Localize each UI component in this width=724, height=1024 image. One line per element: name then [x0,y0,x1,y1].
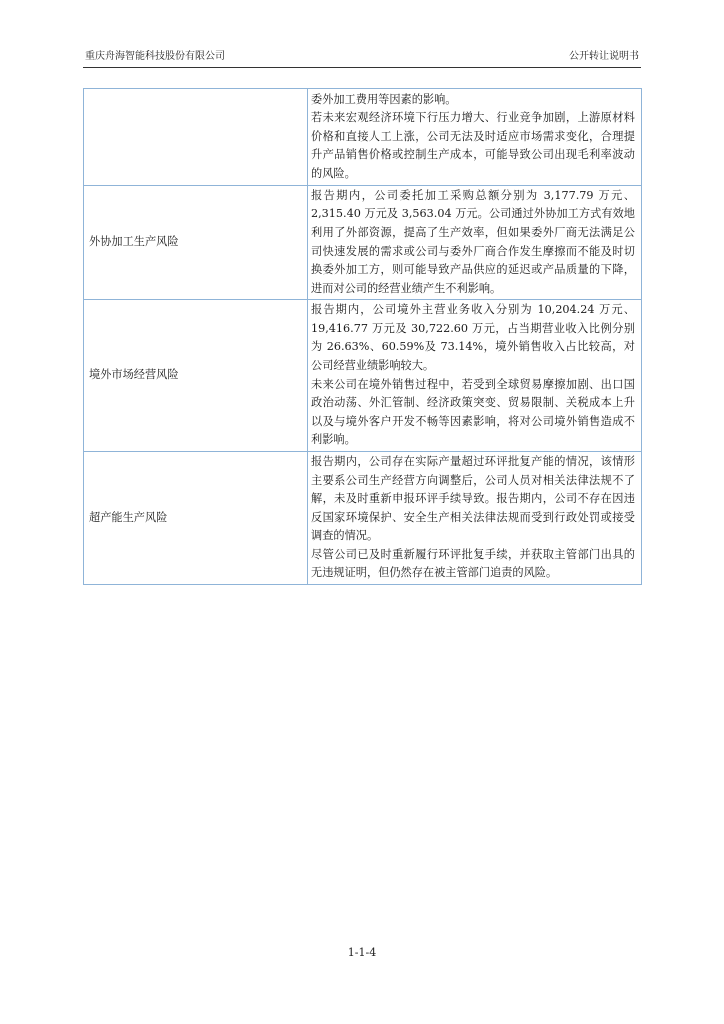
risk-description [308,300,642,452]
page-header [83,49,641,65]
risk-paragraph: 委外加工费用等因素的影响。 [311,92,457,106]
risk-paragraph: 报告期内，公司境外主营业务收入分别为 10,204.24 万元、19,416.77 万元及 30,722.60 万元，占当期营业收入比例分别为 26.63%、60.59%及 73.14%，境外销售收入占比较高，对公司经营业绩影响较大。 [311,303,635,372]
risk-name [84,89,308,186]
risk-paragraph: 未来公司在境外销售过程中，若受到全球贸易摩擦加剧、出口国政治动荡、外汇管制、经济政策突变、贸易限制、关税成本上升以及与境外客户开发不畅等因素影响，将对公司境外销售造成不利影响。 [311,377,635,447]
risk-row [84,186,642,300]
risk-row [84,300,642,452]
risk-table [83,88,642,585]
risk-name: 超产能生产风险 [84,452,308,585]
risk-name: 外协加工生产风险 [84,186,308,300]
page-number: 1-1-4 [347,946,377,959]
risk-name: 境外市场经营风险 [84,300,308,452]
risk-paragraph: 报告期内，公司存在实际产量超过环评批复产能的情况，该情形主要系公司生产经营方向调整后，公司人员对相关法律法规不了解，未及时重新申报环评手续导致。报告期内，公司不存在因违反国家环境保护、安全生产相关法律法规而受到行政处罚或接受调查的情况。 [311,454,635,543]
risk-description [308,452,642,585]
risk-description [308,89,642,186]
risk-row [84,452,642,585]
risk-paragraph: 若未来宏观经济环境下行压力增大、行业竞争加剧，上游原材料价格和直接人工上涨，公司无法及时适应市场需求变化，合理提升产品销售价格或控制生产成本，可能导致公司出现毛利率波动的风险。 [311,111,635,180]
risk-row [84,89,642,186]
risk-description [308,186,642,300]
header-divider [83,67,641,68]
risk-paragraph: 报告期内，公司委托加工采购总额分别为 3,177.79 万元、2,315.40 万元及 3,563.04 万元。公司通过外协加工方式有效地利用了外部资源，提高了生产效率，但如果委外厂商无法满足公司快速发展的需求或公司与委外厂商合作发生摩擦而不能及时切换委外加工方，则可能导致产品供应的延迟或产品质量的下降，进而对公司的经营业绩产生不利影响。 [311,188,635,295]
company-name: 重庆舟海智能科技股份有限公司 [85,51,225,62]
document-title: 公开转让说明书 [569,51,639,62]
risk-paragraph: 尽管公司已及时重新履行环评批复手续，并获取主管部门出具的无违规证明，但仍然存在被主管部门追责的风险。 [311,547,635,580]
